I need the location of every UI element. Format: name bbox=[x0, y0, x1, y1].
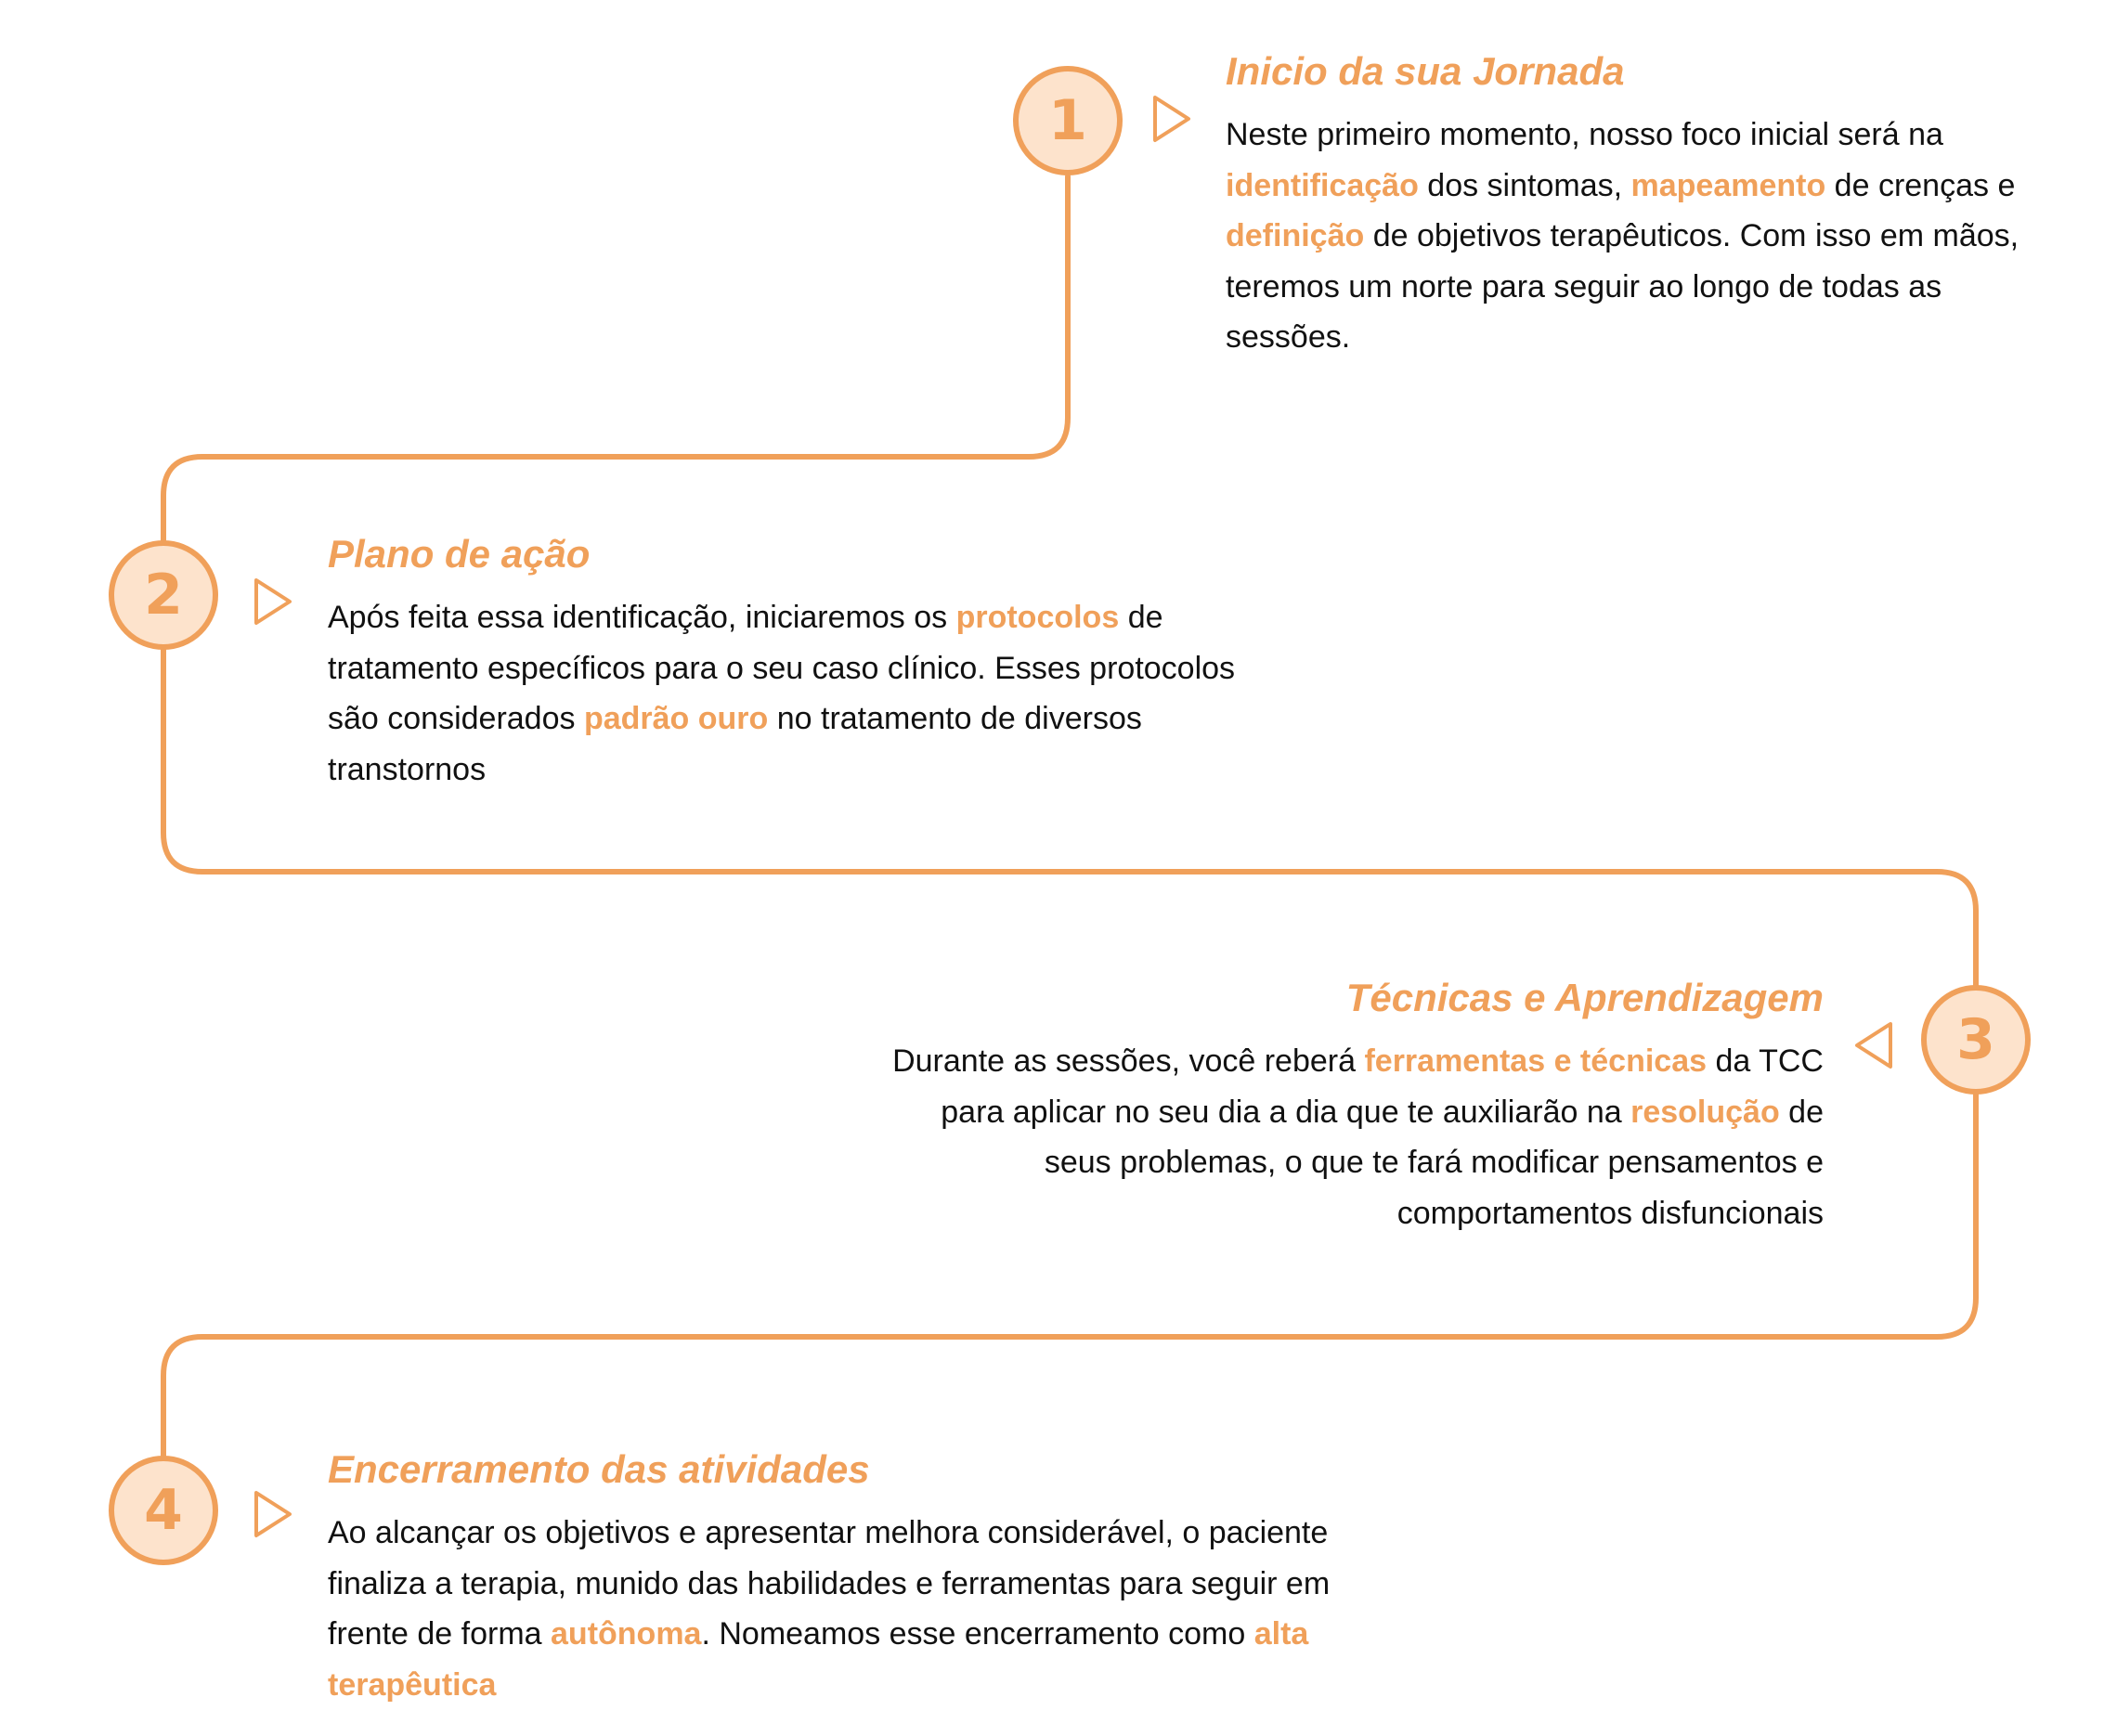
body-text: de crenças e bbox=[1825, 167, 2016, 203]
highlight-term: resolução bbox=[1630, 1094, 1780, 1130]
highlight-term: ferramentas e técnicas bbox=[1364, 1043, 1708, 1080]
body-text: de tratamento específicos para o seu caso clínico. Esses protocolos são considerados bbox=[328, 600, 1236, 737]
highlight-term: definição bbox=[1226, 218, 1365, 254]
highlight-term: protocolos bbox=[955, 600, 1120, 636]
body-text: . Nomeamos esse encerramento como bbox=[701, 1616, 1254, 1652]
body-text: de objetivos terapêuticos. Com isso em mãos, teremos um norte para seguir ao longo de todas as sessões. bbox=[1226, 218, 2020, 356]
step-3-body bbox=[891, 1036, 1824, 1238]
body-text: de seus problemas, o que te fará modificar pensamentos e comportamentos disfuncionais bbox=[1044, 1094, 1824, 1231]
step-1-body bbox=[1226, 110, 2043, 363]
step-1-circle bbox=[1013, 66, 1123, 175]
highlight-term: identificação bbox=[1226, 167, 1419, 203]
step-1-number: 1 bbox=[1048, 88, 1087, 153]
step-2-title: Plano de ação bbox=[328, 532, 591, 576]
step-1-arrow-icon bbox=[1151, 94, 1192, 144]
step-3-text bbox=[891, 975, 1824, 1238]
step-4-number: 4 bbox=[144, 1478, 183, 1543]
body-text: Neste primeiro momento, nosso foco inicial será na bbox=[1226, 117, 1943, 153]
step-2-body bbox=[328, 592, 1293, 795]
connector-line bbox=[163, 176, 1976, 1457]
step-2-text bbox=[328, 531, 1293, 795]
step-3-arrow-icon bbox=[1853, 1020, 1894, 1070]
step-4-circle bbox=[109, 1456, 218, 1565]
highlight-term: padrão ouro bbox=[583, 701, 769, 737]
step-4-body bbox=[328, 1508, 1405, 1710]
body-text: Após feita essa identificação, iniciaremos os bbox=[328, 600, 956, 636]
highlight-term: alta terapêutica bbox=[328, 1616, 1309, 1703]
step-1-title: Inicio da sua Jornada bbox=[1226, 49, 1625, 93]
body-text: dos sintomas, bbox=[1418, 167, 1631, 203]
step-2-circle bbox=[109, 540, 218, 650]
step-1-text bbox=[1226, 48, 2043, 363]
step-3-circle bbox=[1921, 985, 2031, 1095]
highlight-term: mapeamento bbox=[1630, 167, 1826, 203]
step-2-number: 2 bbox=[144, 563, 183, 628]
body-text: Durante as sessões, você reberá bbox=[892, 1043, 1365, 1080]
step-4-arrow-icon bbox=[253, 1489, 293, 1539]
step-2-arrow-icon bbox=[253, 577, 293, 627]
highlight-term: autônoma bbox=[551, 1616, 702, 1652]
step-3-number: 3 bbox=[1956, 1007, 1995, 1072]
step-3-title: Técnicas e Aprendizagem bbox=[1345, 976, 1824, 1019]
body-text: Ao alcançar os objetivos e apresentar melhora considerável, o paciente finaliza a terapia, munido das habilidades e ferramentas para seguir em frente de forma bbox=[328, 1515, 1331, 1652]
step-4-text bbox=[328, 1446, 1405, 1710]
body-text: no tratamento de diversos transtornos bbox=[328, 701, 1142, 787]
body-text: da TCC para aplicar no seu dia a dia que te auxiliarão na bbox=[941, 1043, 1824, 1130]
step-4-title: Encerramento das atividades bbox=[328, 1447, 870, 1491]
